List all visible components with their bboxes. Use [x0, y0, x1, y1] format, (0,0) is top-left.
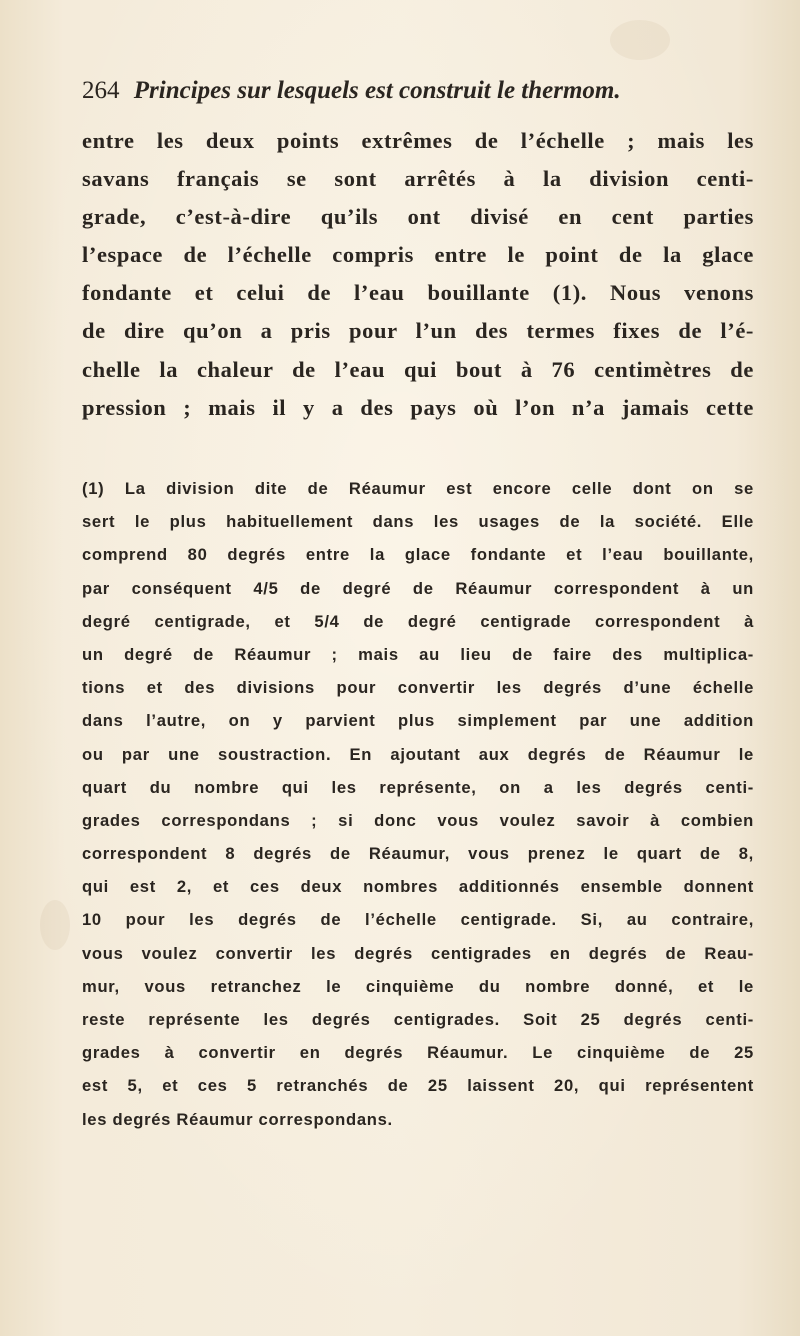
body-line: savans français se sont arrêtés à la division centi-: [82, 166, 754, 192]
footnote-line: tions et des divisions pour convertir les degrés d’une échelle: [82, 678, 754, 698]
body-line: de dire qu’on a pris pour l’un des termes fixes de l’é-: [82, 318, 754, 344]
body-line: pression ; mais il y a des pays où l’on n’a jamais cette: [82, 394, 754, 420]
footnote-line: correspondent 8 degrés de Réaumur, vous prenez le quart de 8,: [82, 844, 754, 864]
main-text-block: [82, 122, 754, 427]
footnote-block: [82, 472, 754, 1136]
footnote-line: qui est 2, et ces deux nombres additionnés ensemble donnent: [82, 877, 754, 897]
footnote-line: degré centigrade, et 5/4 de degré centigrade correspondent à: [82, 611, 754, 631]
footnote-line: grades à convertir en degrés Réaumur. Le cinquième de 25: [82, 1043, 754, 1063]
body-line: chelle la chaleur de l’eau qui bout à 76 centimètres de: [82, 356, 754, 382]
footnote-line: quart du nombre qui les représente, on a les degrés centi-: [82, 777, 754, 797]
running-title: Principes sur lesquels est construit le thermom.: [133, 77, 621, 104]
footnote-line: un degré de Réaumur ; mais au lieu de faire des multiplica-: [82, 644, 754, 664]
body-line: entre les deux points extrêmes de l’échelle ; mais les: [82, 128, 754, 153]
paper-stain: [610, 20, 670, 60]
paper-stain: [40, 900, 70, 950]
footnote-line: (1) La division dite de Réaumur est encore celle dont on se: [82, 479, 754, 498]
footnote-line: les degrés Réaumur correspondans.: [82, 1109, 393, 1129]
body-line: l’espace de l’échelle compris entre le point de la glace: [82, 242, 754, 268]
footnote-line: comprend 80 degrés entre la glace fondante et l’eau bouillante,: [82, 545, 754, 565]
footnote-line: ou par une soustraction. En ajoutant aux degrés de Réaumur le: [82, 744, 754, 764]
footnote-line: 10 pour les degrés de l’échelle centigrade. Si, au contraire,: [82, 910, 754, 930]
footnote-line: est 5, et ces 5 retranchés de 25 laissent 20, qui représentent: [82, 1076, 754, 1096]
footnote-line: par conséquent 4/5 de degré de Réaumur correspondent à un: [82, 578, 754, 598]
footnote-line: grades correspondans ; si donc vous voulez savoir à combien: [82, 810, 754, 830]
page-number: 264: [82, 77, 120, 104]
body-line: grade, c’est-à-dire qu’ils ont divisé en cent parties: [82, 204, 754, 230]
footnote-line: reste représente les degrés centigrades. Soit 25 degrés centi-: [82, 1010, 754, 1029]
body-line: fondante et celui de l’eau bouillante (1). Nous venons: [82, 280, 754, 306]
footnote-line: mur, vous retranchez le cinquième du nombre donné, et le: [82, 976, 754, 996]
page-header: [82, 74, 782, 108]
footnote-line: vous voulez convertir les degrés centigrades en degrés de Reau-: [82, 943, 754, 963]
footnote-line: sert le plus habituellement dans les usages de la société. Elle: [82, 512, 754, 532]
footnote-line: dans l’autre, on y parvient plus simplement par une addition: [82, 711, 754, 731]
